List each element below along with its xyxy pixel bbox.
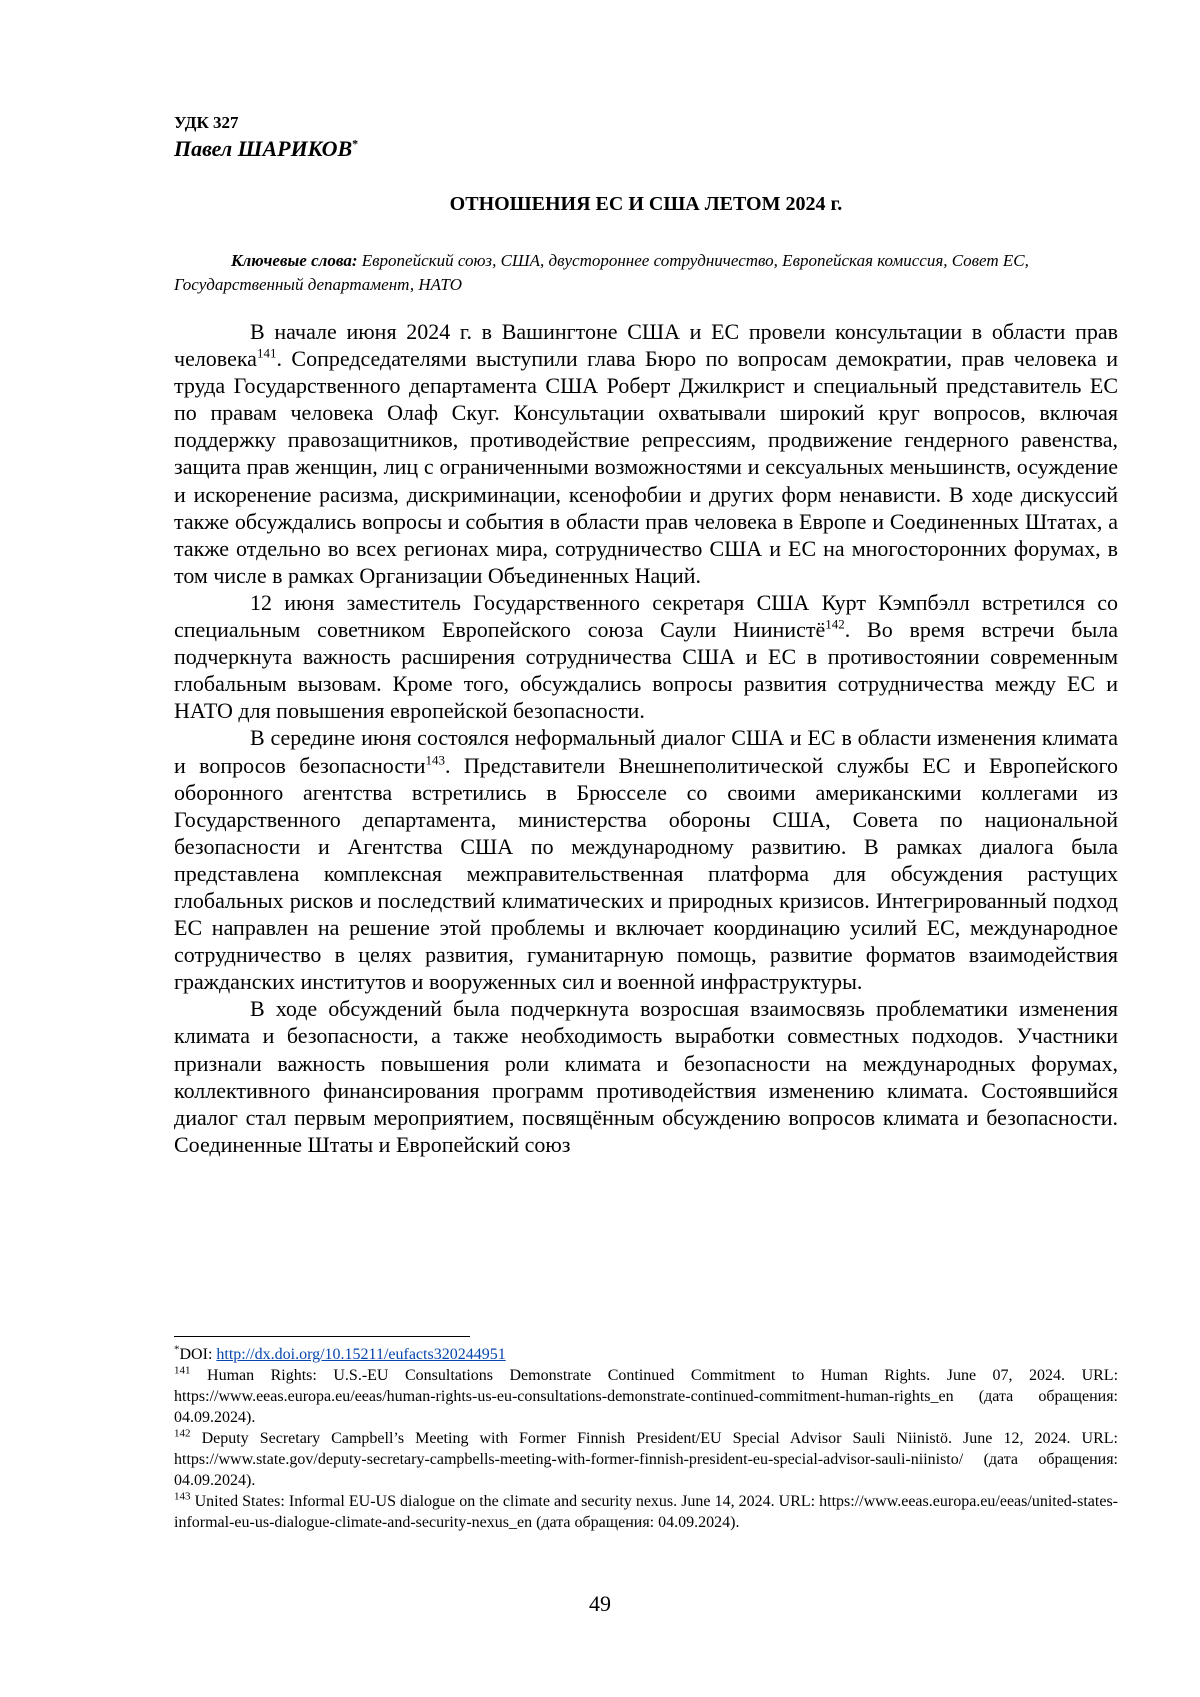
- paragraph-2-text-b: . Во время встречи была подчеркнута важность расширения сотрудничества США и ЕС в противостоянии современным глобальным вызовам. Кроме того, обсуждались вопросы развития сотрудничества между ЕС и НАТО для повышения европейской безопасности.: [174, 617, 1119, 724]
- udk-code: УДК 327: [174, 113, 239, 132]
- page-number: 49: [589, 1591, 611, 1616]
- footnote-text: Human Rights: U.S.-EU Consultations Demonstrate Continued Commitment to Human Rights. June 07, 2024. URL: https://www.eeas.europa.eu/eeas/human-rights-us-eu-consultations-demonstrate-continued-commitment-human-rights_en (дата обращения: 04.09.2024).: [174, 1367, 1119, 1426]
- paragraph-1-text-a: В начале июня 2024 г. в Вашингтоне США и ЕС провели консультации в области прав человека: [174, 319, 1118, 372]
- paragraph-3-text-a: В середине июня состоялся неформальный диалог США и ЕС в области изменения климата и вопросов безопасности: [174, 725, 1118, 778]
- footnote-separator: [174, 1336, 470, 1337]
- paragraph-2: [174, 589, 1118, 724]
- footnote-141: [174, 1365, 1118, 1428]
- footnote-doi-label: DOI:: [179, 1346, 217, 1363]
- footnote-text: Deputy Secretary Campbell’s Meeting with Former Finnish President/EU Special Advisor Sauli Niinistö. June 12, 2024. URL: https://www.state.gov/deputy-secretary-campbells-meeting-with-former-finnish-president-eu-special-advisor-sauli-niinisto/ (дата обращения: 04.09.2024).: [174, 1430, 1118, 1489]
- keywords-text: Европейский союз, США, двустороннее сотрудничество, Европейская комиссия, Совет ЕС, Государственный департамент, НАТО: [174, 251, 1029, 294]
- footnote-ref-142[interactable]: 142: [825, 616, 845, 632]
- author-name: [174, 136, 358, 162]
- footnote-mark: 142: [174, 1427, 191, 1440]
- article-title: ОТНОШЕНИЯ ЕС И США ЛЕТОМ 2024 г.: [449, 193, 843, 215]
- keywords-label: Ключевые слова:: [231, 251, 358, 270]
- paragraph-4: В ходе обсуждений была подчеркнута возросшая взаимосвязь проблематики изменения климата и безопасности, а также необходимость выработки совместных подходов. Участники признали важность повышения роли климата и безопасности на международных форумах, коллективного финансирования программ противодействия изменению климата. Состоявшийся диалог стал первым мероприятием, посвящённым обсуждению вопросов климата и безопасности. Соединенные Штаты и Европейский союз: [174, 996, 1118, 1157]
- footnotes: [174, 1344, 1118, 1533]
- paragraph-1: [174, 318, 1118, 589]
- footnote-142: [174, 1428, 1118, 1491]
- footnote-text: United States: Informal EU-US dialogue on the climate and security nexus. June 14, 2024. URL: https://www.eeas.europa.eu/eeas/united-states-informal-eu-us-dialogue-climate-and-security-nexus_en (дата обращения: 04.09.2024).: [174, 1493, 1119, 1531]
- paragraph-2-text-a: 12 июня заместитель Государственного секретаря США Курт Кэмпбэлл встретился со специальным советником Европейского союза Саули Ниинистё: [174, 589, 1118, 643]
- footnote-doi: [174, 1344, 1118, 1365]
- paragraph-1-text-b: . Сопредседателями выступили глава Бюро по вопросам демократии, прав человека и труда Государственного департамента США Роберт Джилкрист и специальный представитель ЕС по правам человека Олаф Скуг. Консультации охватывали широкий круг вопросов, включая поддержку правозащитников, противодействие репрессиям, продвижение гендерного равенства, защита прав женщин, лиц с ограниченными возможностями и сексуальных меньшинств, осуждение и искоренение расизма, дискриминации, ксенофобии и других форм ненависти. В ходе дискуссий также обсуждались вопросы и события в области прав человека в Европе и Соединенных Штатах, а также отдельно во всех регионах мира, сотрудничество США и ЕС на многосторонних форумах, в том числе в рамках Организации Объединенных Наций.: [174, 346, 1118, 588]
- footnote-ref-143[interactable]: 143: [425, 752, 446, 768]
- footnote-ref-141[interactable]: 141: [256, 345, 277, 361]
- keywords-block: [174, 249, 1118, 297]
- doi-link[interactable]: http://dx.doi.org/10.15211/eufacts320244951: [216, 1346, 506, 1363]
- article-body: [174, 318, 1118, 1158]
- footnote-mark: 141: [174, 1364, 191, 1377]
- author-name-text: Павел ШАРИКОВ: [174, 136, 353, 161]
- author-footnote-mark: *: [352, 136, 359, 151]
- footnote-143: [174, 1491, 1118, 1533]
- paragraph-3-text-b: . Представители Внешнеполитической службы ЕС и Европейского оборонного агентства встретились в Брюсселе со своими американскими коллегами из Государственного департамента, министерства обороны США, Совета по национальной безопасности и Агентства США по международному развитию. В рамках диалога была представлена комплексная межправительственная платформа для обсуждения растущих глобальных рисков и последствий климатических и природных кризисов. Интегрированный подход ЕС направлен на решение этой проблемы и включает координацию усилий ЕС, международное сотрудничество в целях развития, гуманитарную помощь, развитие форматов взаимодействия гражданских институтов и вооруженных сил и военной инфраструктуры.: [174, 752, 1118, 995]
- paragraph-3: [174, 724, 1118, 995]
- footnote-mark: *: [174, 1343, 180, 1356]
- footnote-mark: 143: [174, 1490, 191, 1503]
